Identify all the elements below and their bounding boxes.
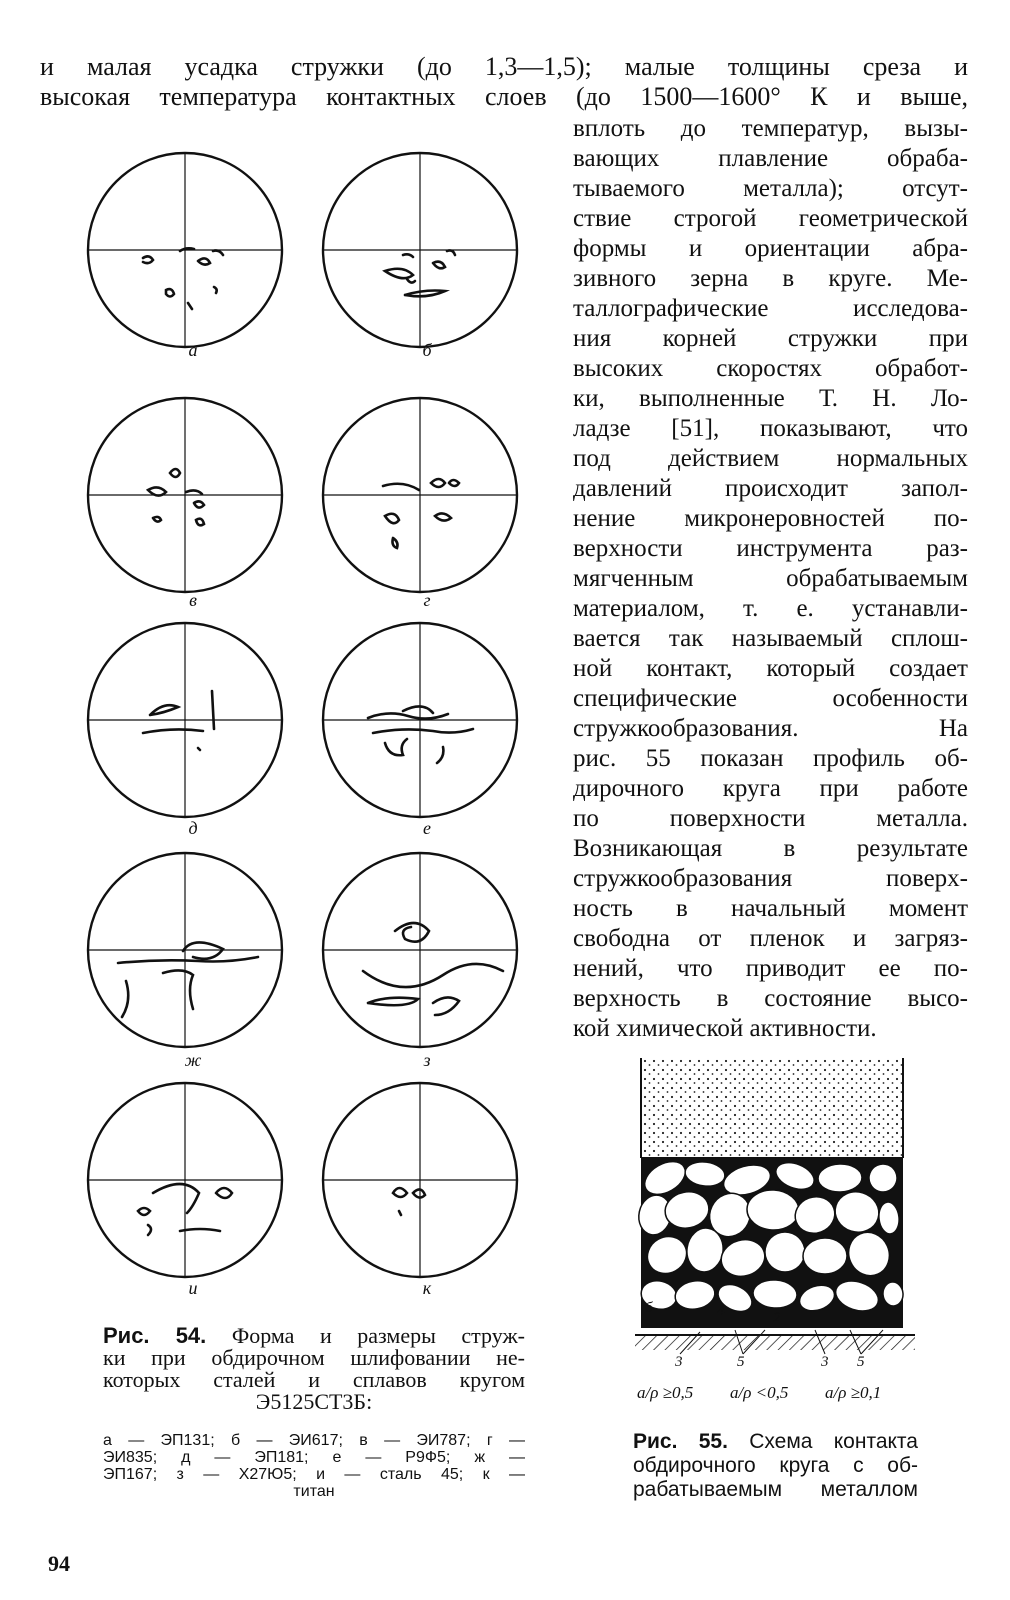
- ratio-labels: [637, 1383, 881, 1402]
- caption-54-line-1: Форма и размеры струж-: [206, 1323, 525, 1348]
- right-column-line: стружкообразования поверх-: [573, 865, 968, 892]
- chip-shape: [216, 1188, 232, 1198]
- right-column-line: стружкообразования. На: [573, 715, 968, 742]
- chip-shape: [435, 513, 451, 520]
- ratio-label-3: a/ρ ≥0,1: [825, 1383, 882, 1402]
- chip-shape: [198, 748, 200, 750]
- chip-shape: [433, 997, 459, 1015]
- figure-54-chip-shapes: [80, 120, 560, 1320]
- chip-shape: [407, 279, 415, 283]
- page-number: 94: [48, 1551, 70, 1576]
- right-column-line: давлений происходит запол-: [573, 475, 968, 502]
- chip-circle: [88, 853, 282, 1047]
- chip-shape: [212, 691, 214, 729]
- abrasive-wheel-body: [641, 1058, 903, 1158]
- legend-line-3: ЭП167; з — Х27Ю5; и — сталь 45; к —: [103, 1466, 525, 1483]
- chip-shape: [198, 258, 210, 264]
- figure-54-caption-prefix: Рис. 54.: [103, 1323, 207, 1348]
- chip-shape: [385, 269, 413, 278]
- figure-54-caption: [103, 1325, 525, 1413]
- zone-label-2: 2: [773, 1310, 781, 1326]
- chip-shape: [122, 981, 128, 1017]
- ratio-label-1: a/ρ ≥0,5: [637, 1383, 694, 1402]
- legend-line-1: а — ЭП131; б — ЭИ617; в — ЭИ787; г —: [103, 1432, 525, 1449]
- caption-55-line-3: рабатываемым металлом: [633, 1478, 918, 1501]
- chip-shape: [433, 262, 445, 269]
- right-column-line: вающих плавление обраба-: [573, 145, 968, 172]
- right-column-line: свободна от пленок и загряз-: [573, 925, 968, 952]
- chip-shape: [143, 256, 153, 263]
- chip-shape: [166, 289, 174, 296]
- abrasive-grain: [803, 1238, 848, 1275]
- zone-label-5a: 5: [737, 1354, 745, 1370]
- figure-label-z: з: [423, 1050, 431, 1070]
- right-column-line: ной контакт, который создает: [573, 655, 968, 682]
- chip-circle: [323, 1083, 517, 1277]
- body-text-line-2: высокая температура контактных слоев (до 1500—1600° К и выше,: [40, 82, 968, 111]
- figure-label-zh: ж: [184, 1050, 202, 1070]
- chip-circle: [88, 398, 282, 592]
- right-column-line: верхности инструмента раз-: [573, 535, 968, 562]
- chip-shape: [385, 739, 407, 755]
- chip-shape: [170, 469, 180, 477]
- chip-circle: [323, 398, 517, 592]
- metal-surface: [635, 1335, 915, 1350]
- zone-label-3b: 3: [821, 1354, 829, 1370]
- caption-54-line-4: Э5125СТ3Б:: [255, 1389, 373, 1414]
- abrasive-grains: [635, 1155, 904, 1328]
- right-column-line: дирочного круга при работе: [573, 775, 968, 802]
- abrasive-grain: [818, 1163, 863, 1193]
- right-column-line: специфические особенности: [573, 685, 968, 712]
- figure-55-caption: [633, 1430, 918, 1502]
- chip-shape: [447, 251, 455, 256]
- right-column-line: по поверхности металла.: [573, 805, 968, 832]
- right-column-line: ность в начальный момент: [573, 895, 968, 922]
- chip-shape: [449, 480, 459, 486]
- figure-label-k: к: [422, 1278, 432, 1298]
- chip-shape: [188, 303, 192, 309]
- right-column-line: Возникающая в результате: [573, 835, 968, 862]
- chip-shape: [214, 287, 217, 293]
- chip-circle: [323, 623, 517, 817]
- chip-shape: [153, 1184, 199, 1213]
- right-column-line: ки, выполненные Т. Н. Ло-: [573, 385, 968, 412]
- chip-circle: [88, 1083, 282, 1277]
- chip-shape: [150, 705, 178, 715]
- chip-shape: [186, 490, 202, 494]
- chip-shape: [148, 487, 166, 495]
- right-column-line: кой химической активности.: [573, 1015, 877, 1042]
- caption-54-line-2: ки при обдирочном шлифовании не-: [103, 1345, 525, 1370]
- chip-shape: [405, 291, 445, 297]
- legend-line-2: ЭИ835; д — ЭП181; е — Р9Ф5; ж —: [103, 1449, 525, 1466]
- right-column-line: нений, что приводит ее по-: [573, 955, 968, 982]
- chip-shape: [363, 964, 503, 987]
- figure-55-caption-prefix: Рис. 55.: [633, 1430, 728, 1453]
- chip-shape: [138, 1208, 150, 1215]
- right-column-line: высоких скоростях обработ-: [573, 355, 968, 382]
- chip-shape: [213, 251, 223, 256]
- chip-shape: [153, 517, 161, 522]
- figure-label-a: а: [188, 340, 198, 360]
- chip-shape: [385, 514, 399, 523]
- right-column-line: рис. 55 показан профиль об-: [573, 745, 968, 772]
- chip-shape: [183, 942, 223, 958]
- right-column-line: ствие строгой геометрической: [573, 205, 968, 232]
- figure-label-g: г: [423, 590, 431, 610]
- right-column-line: формы и ориентации абра-: [573, 235, 968, 262]
- chip-shape: [383, 484, 419, 490]
- body-text-line-1: и малая усадка стружки (до 1,3—1,5); малые толщины среза и: [40, 52, 968, 81]
- chip-shape: [143, 729, 203, 733]
- caption-54-line-3: которых сталей и сплавов кругом: [103, 1367, 525, 1392]
- chip-circle: [323, 853, 517, 1047]
- right-column-line: ладзе [51], показывают, что: [573, 415, 968, 442]
- figure-label-i: и: [188, 1278, 198, 1298]
- chip-shape: [399, 1211, 401, 1215]
- figure-label-b: б: [422, 340, 432, 360]
- right-column-line: таллографические исследова-: [573, 295, 968, 322]
- legend-line-4: титан: [293, 1483, 335, 1500]
- right-column-line: материалом, т. е. устанавли-: [573, 595, 968, 622]
- right-column-line: под действием нормальных: [573, 445, 968, 472]
- chip-shape: [395, 923, 429, 942]
- chip-shape: [148, 1225, 151, 1235]
- figure-label-d: д: [188, 818, 198, 838]
- right-column-line: мягченным обрабатываемым: [573, 565, 968, 592]
- chip-shape: [180, 1229, 220, 1231]
- chip-circle: [88, 623, 282, 817]
- zone-label-b: б: [645, 1300, 653, 1316]
- chip-shape: [194, 501, 204, 507]
- chip-circle: [323, 153, 517, 347]
- right-column-line: вплоть до температур, вызы-: [573, 115, 968, 142]
- right-column-line: нение микронеровностей по-: [573, 505, 968, 532]
- figure-54-legend: [103, 1432, 525, 1500]
- chip-shape: [180, 248, 194, 251]
- right-text-column: [573, 114, 968, 1044]
- chip-shape: [393, 538, 398, 548]
- figure-label-e: е: [423, 818, 431, 838]
- chip-circle: [88, 153, 282, 347]
- chip-shape: [413, 1189, 425, 1197]
- chip-shape: [196, 519, 204, 526]
- caption-55-line-1: Схема контакта: [727, 1430, 918, 1453]
- caption-55-line-2: обдирочного круга с об-: [633, 1454, 918, 1477]
- chip-shape: [368, 713, 448, 718]
- zone-label-5b: 5: [857, 1354, 865, 1370]
- right-column-line: ния корней стружки при: [573, 325, 968, 352]
- zone-label-3a: 3: [675, 1354, 683, 1370]
- figure-55-contact-scheme: [625, 1050, 925, 1410]
- chip-shape: [431, 479, 445, 487]
- chip-shape: [373, 729, 473, 733]
- zone-label-4: 4: [717, 1303, 725, 1319]
- right-column-line: верхность в состояние высо-: [573, 985, 968, 1012]
- chip-shape: [437, 747, 443, 763]
- chip-shape: [403, 706, 433, 713]
- chip-shape: [163, 970, 193, 1009]
- chip-shape: [393, 1188, 407, 1197]
- right-column-line: вается так называемый сплош-: [573, 625, 968, 652]
- ratio-label-2: a/ρ <0,5: [730, 1383, 789, 1402]
- chip-shape: [403, 254, 413, 257]
- figure-label-v: в: [189, 590, 197, 610]
- chip-shape: [368, 998, 418, 1006]
- right-column-line: зивного зерна в круге. Ме-: [573, 265, 968, 292]
- right-column-line: тываемого металла); отсут-: [573, 175, 968, 202]
- chip-shape: [118, 957, 258, 963]
